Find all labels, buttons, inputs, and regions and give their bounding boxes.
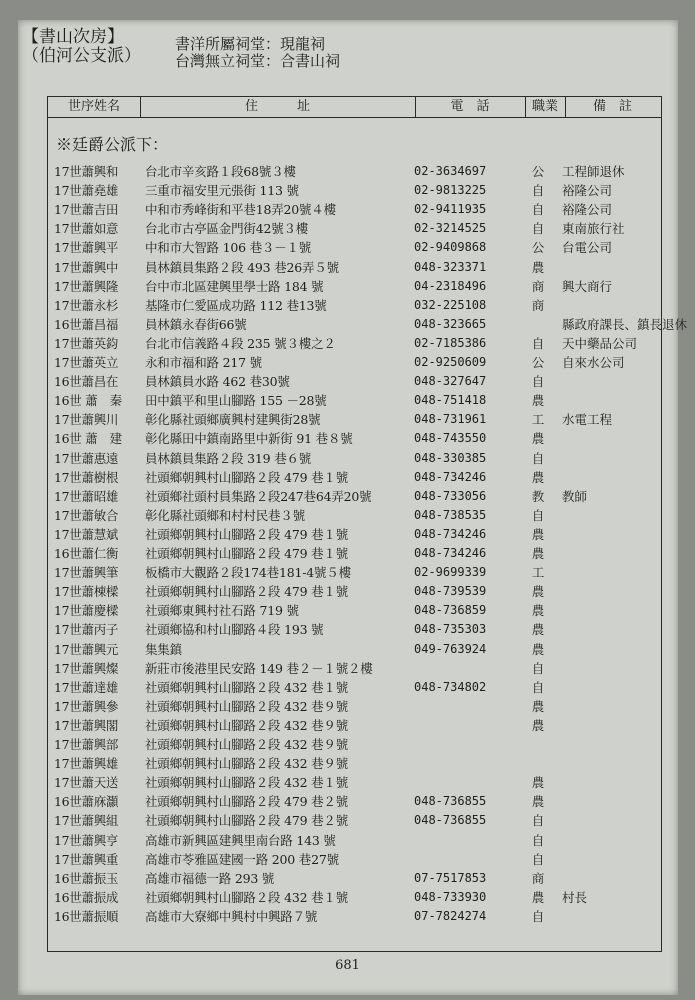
phone: 07-7517853 — [414, 870, 487, 885]
address: 社頭鄉朝興村山腳路２段 479 巷１號 — [145, 584, 349, 600]
table-row — [0, 334, 695, 353]
person-name: 17世蕭興雄 — [54, 756, 119, 772]
person-name: 16世蕭振成 — [54, 889, 119, 905]
remark: 村長 — [562, 889, 588, 905]
person-name: 17世蕭堯雄 — [54, 183, 119, 199]
person-name: 17世蕭丙子 — [54, 622, 119, 638]
table-row — [0, 391, 695, 410]
person-name: 17世蕭興部 — [54, 737, 119, 752]
address: 田中鎮平和里山腳路 155 －28號 — [145, 393, 327, 409]
address: 社頭鄉朝興村山腳路２段 432 巷１號 — [145, 889, 349, 905]
table-row — [0, 640, 695, 659]
person-name: 17世蕭昭雄 — [54, 488, 119, 504]
address: 台北市辛亥路１段68號３樓 — [145, 164, 296, 179]
phone: 048-323371 — [414, 259, 487, 274]
remark: 台電公司 — [562, 240, 613, 256]
remark: 工程師退休 — [562, 164, 625, 179]
table-row — [0, 429, 695, 448]
phone: 048-736855 — [414, 794, 487, 809]
occupation: 自 — [531, 660, 545, 676]
person-name: 17世蕭棟樑 — [54, 584, 119, 600]
table-row — [0, 372, 695, 391]
person-name: 16世 蕭 建 — [54, 431, 122, 447]
person-name: 17世蕭興川 — [54, 412, 119, 428]
address: 員林鎮員集路２段 319 巷６號 — [145, 450, 312, 466]
phone: 02-9409868 — [414, 240, 487, 255]
address: 高雄市新興區建興里南台路 143 號 — [145, 832, 336, 848]
address: 基隆市仁愛區成功路 112 巷13號 — [145, 297, 327, 313]
remark: 水電工程 — [562, 412, 613, 428]
address: 社頭鄉朝興村山腳路２段 432 巷９號 — [145, 698, 349, 714]
phone: 048-738535 — [414, 507, 487, 522]
occupation: 農 — [531, 622, 545, 638]
address: 員林鎮員水路 462 巷30號 — [145, 374, 290, 390]
occupation: 自 — [531, 507, 545, 523]
table-row — [0, 200, 695, 219]
person-name: 16世 蕭 秦 — [54, 393, 122, 409]
occupation: 自 — [531, 183, 545, 199]
table-row — [0, 620, 695, 639]
address: 三重市福安里元張街 113 號 — [145, 183, 299, 199]
address: 彰化縣社頭鄉和村村民巷３號 — [145, 507, 305, 523]
person-name: 17世蕭惠遠 — [54, 450, 119, 466]
occupation: 自 — [531, 832, 545, 848]
taiwan-hall: 台灣無立祠堂：合書山祠 — [175, 52, 341, 70]
occupation: 農 — [531, 717, 545, 733]
table-row — [0, 907, 695, 926]
occupation: 公 — [531, 164, 545, 179]
address: 中和市大智路 106 巷３－１號 — [145, 240, 312, 256]
occupation: 農 — [531, 431, 545, 447]
person-name: 16世蕭振順 — [54, 908, 119, 924]
phone: 048-734246 — [414, 469, 487, 484]
person-name: 17世蕭興平 — [54, 240, 119, 256]
occupation: 自 — [531, 335, 545, 351]
address: 彰化縣田中鎮南路里中新街 91 巷８號 — [145, 431, 353, 447]
table-row — [0, 869, 695, 888]
address: 台北市古亭區金門街42號３樓 — [145, 221, 309, 237]
address: 社頭鄉東興村社石路 719 號 — [145, 603, 299, 619]
person-name: 17世蕭興參 — [54, 698, 119, 714]
remark: 縣政府課長、鎮長退休 — [562, 316, 688, 332]
occupation: 農 — [531, 526, 545, 542]
address: 新莊市後港里民安路 149 巷２－１號２樓 — [145, 660, 373, 676]
table-row — [0, 219, 695, 238]
table-row — [0, 659, 695, 678]
occupation: 農 — [531, 641, 545, 657]
person-name: 16世蕭振玉 — [54, 870, 119, 886]
address: 社頭鄉朝興村山腳路２段 479 巷２號 — [145, 794, 349, 810]
table-row — [0, 678, 695, 697]
col-occupation: 職業 — [531, 99, 558, 114]
table-row — [0, 162, 695, 181]
person-name: 17世蕭興中 — [54, 259, 119, 275]
table-row — [0, 735, 695, 754]
remark: 裕隆公司 — [562, 202, 613, 218]
table-row — [0, 563, 695, 582]
occupation: 商 — [531, 297, 545, 313]
branch-heading — [22, 28, 141, 66]
table-row — [0, 353, 695, 372]
phone: 048-733056 — [414, 488, 487, 503]
occupation: 農 — [531, 698, 545, 714]
phone: 02-3214525 — [414, 221, 487, 236]
table-row — [0, 277, 695, 296]
person-name: 17世蕭興隆 — [54, 278, 119, 294]
table-row — [0, 468, 695, 487]
address: 社頭鄉朝興村山腳路２段 432 巷９號 — [145, 717, 349, 733]
person-name: 16世蕭庥灝 — [54, 794, 119, 810]
col-divider — [525, 97, 526, 117]
occupation: 自 — [531, 202, 545, 218]
occupation: 商 — [531, 278, 545, 294]
table-row — [0, 888, 695, 907]
occupation: 自 — [531, 221, 545, 237]
table-row — [0, 238, 695, 257]
person-name: 17世蕭興元 — [54, 641, 119, 657]
phone: 04-2318496 — [414, 278, 487, 293]
address: 社頭鄉朝興村山腳路２段 479 巷１號 — [145, 526, 349, 542]
col-divider — [415, 97, 416, 117]
phone: 048-327647 — [414, 374, 487, 389]
page-number: 681 — [335, 958, 360, 973]
phone: 048-734246 — [414, 526, 487, 541]
col-remarks: 備 註 — [592, 99, 632, 114]
table-row — [0, 792, 695, 811]
remark: 教師 — [562, 488, 588, 504]
person-name: 17世蕭慧斌 — [54, 526, 119, 542]
phone: 02-9699339 — [414, 565, 487, 580]
table-row — [0, 601, 695, 620]
occupation: 農 — [531, 469, 545, 485]
col-divider — [565, 97, 566, 117]
person-name: 17世蕭慶樑 — [54, 603, 119, 619]
occupation: 工 — [531, 565, 545, 581]
person-name: 16世蕭昌在 — [54, 374, 119, 390]
table-row — [0, 544, 695, 563]
person-name: 17世蕭永杉 — [54, 297, 119, 313]
occupation: 自 — [531, 374, 545, 390]
occupation: 教 — [531, 488, 545, 504]
person-name: 17世蕭興亨 — [54, 832, 119, 848]
table-row — [0, 850, 695, 869]
address: 社頭鄉協和村山腳路４段 193 號 — [145, 622, 324, 638]
address: 員林鎮永春街66號 — [145, 316, 247, 332]
ancestral-hall: 書洋所屬祠堂：現龍祠 — [175, 35, 326, 53]
col-address: 住 址 — [244, 99, 310, 114]
section-title: ※廷爵公派下： — [56, 135, 169, 154]
table-row — [0, 181, 695, 200]
phone: 048-743550 — [414, 431, 487, 446]
occupation: 農 — [531, 603, 545, 619]
table-row — [0, 258, 695, 277]
phone: 048-736859 — [414, 603, 487, 618]
address: 社頭鄉朝興村山腳路２段 432 巷９號 — [145, 756, 349, 772]
person-name: 17世蕭樹根 — [54, 469, 119, 485]
occupation: 農 — [531, 259, 545, 275]
col-divider — [140, 97, 141, 117]
address: 台中市北區建興里學士路 184 號 — [145, 278, 324, 294]
address: 員林鎮員集路２段 493 巷26弄５號 — [145, 259, 339, 275]
person-name: 17世蕭興組 — [54, 813, 119, 829]
occupation: 農 — [531, 775, 545, 791]
table-row — [0, 582, 695, 601]
phone: 048-751418 — [414, 393, 487, 408]
remark: 興大商行 — [562, 278, 613, 294]
address: 永和市福和路 217 號 — [145, 355, 262, 370]
occupation: 公 — [531, 355, 545, 370]
phone: 048-734802 — [414, 679, 487, 694]
phone: 048-736855 — [414, 813, 487, 828]
occupation: 自 — [531, 813, 545, 829]
person-name: 17世蕭如意 — [54, 221, 119, 237]
phone: 048-734246 — [414, 546, 487, 560]
remark: 天中藥品公司 — [562, 335, 638, 351]
occupation: 農 — [531, 794, 545, 810]
table-row — [0, 410, 695, 429]
address: 社頭鄉朝興村山腳路２段 479 巷２號 — [145, 813, 349, 829]
person-name: 17世蕭英立 — [54, 355, 119, 370]
person-name: 17世蕭英鈞 — [54, 335, 119, 351]
table-row — [0, 315, 695, 334]
occupation: 農 — [531, 546, 545, 561]
table-row — [0, 754, 695, 773]
address: 社頭鄉朝興村山腳路２段 432 巷９號 — [145, 737, 349, 752]
address: 彰化縣社頭鄉廣興村建興街28號 — [145, 412, 321, 428]
phone: 048-323665 — [414, 316, 487, 331]
table-row — [0, 525, 695, 544]
table-row — [0, 697, 695, 716]
phone: 02-7185386 — [414, 335, 487, 350]
occupation: 自 — [531, 851, 545, 867]
phone: 048-731961 — [414, 412, 487, 427]
phone: 048-735303 — [414, 622, 487, 637]
remark: 自來水公司 — [562, 355, 625, 370]
phone: 048-739539 — [414, 584, 487, 599]
person-name: 17世蕭興重 — [54, 851, 119, 867]
table-row — [0, 716, 695, 735]
occupation: 公 — [531, 240, 545, 256]
col-phone: 電 話 — [450, 99, 490, 114]
person-name: 17世蕭敏合 — [54, 507, 119, 523]
remark: 東南旅行社 — [562, 221, 625, 237]
occupation: 農 — [531, 584, 545, 600]
occupation: 自 — [531, 679, 545, 695]
phone: 07-7824274 — [414, 908, 487, 923]
phone: 032-225108 — [414, 297, 487, 312]
person-name: 17世蕭興筆 — [54, 565, 119, 581]
person-name: 17世蕭興燦 — [54, 660, 119, 676]
occupation: 自 — [531, 908, 545, 924]
address: 板橋市大觀路２段174巷181-4號５樓 — [145, 565, 351, 581]
sub-branch-name: （伯河公支派） — [22, 46, 141, 66]
address: 高雄市苓雅區建國一路 200 巷27號 — [145, 851, 339, 867]
address: 中和市秀峰街和平巷18弄20號４樓 — [145, 202, 336, 218]
phone: 02-9813225 — [414, 183, 487, 198]
phone: 02-9250609 — [414, 355, 487, 369]
person-name: 17世蕭興和 — [54, 164, 119, 179]
person-name: 17世蕭天送 — [54, 775, 119, 791]
address: 社頭鄉社頭村員集路２段247巷64弄20號 — [145, 488, 372, 504]
address: 社頭鄉朝興村山腳路２段 432 巷１號 — [145, 679, 349, 695]
phone: 049-763924 — [414, 641, 487, 656]
table-header — [48, 97, 661, 118]
phone: 02-9411935 — [414, 202, 487, 217]
address: 高雄市福德一路 293 號 — [145, 870, 275, 886]
occupation: 商 — [531, 870, 545, 886]
remark: 裕隆公司 — [562, 183, 613, 199]
col-name: 世序姓名 — [67, 99, 120, 114]
table-row — [0, 487, 695, 506]
occupation: 自 — [531, 450, 545, 466]
address: 社頭鄉朝興村山腳路２段 479 巷１號 — [145, 469, 349, 485]
address: 高雄市大寮鄉中興村中興路７號 — [145, 908, 318, 924]
table-row — [0, 773, 695, 792]
address: 社頭鄉朝興村山腳路２段 479 巷１號 — [145, 546, 349, 561]
person-name: 17世蕭達雄 — [54, 679, 119, 695]
table-row — [0, 449, 695, 468]
person-name: 16世蕭仁衡 — [54, 546, 119, 561]
address: 集集鎮 — [145, 641, 182, 657]
phone: 02-3634697 — [414, 164, 487, 178]
table-row — [0, 296, 695, 315]
address: 社頭鄉朝興村山腳路２段 432 巷１號 — [145, 775, 349, 791]
branch-name: 【書山次房】 — [22, 27, 124, 47]
table-row — [0, 831, 695, 850]
occupation: 農 — [531, 889, 545, 905]
person-name: 16世蕭昌福 — [54, 316, 119, 332]
table-row — [0, 506, 695, 525]
occupation: 工 — [531, 412, 545, 428]
person-name: 17世蕭興閣 — [54, 717, 119, 733]
address: 台北市信義路４段 235 號３樓之２ — [145, 335, 336, 351]
person-name: 17世蕭吉田 — [54, 202, 119, 218]
phone: 048-330385 — [414, 450, 487, 465]
hall-info — [175, 36, 340, 70]
occupation: 農 — [531, 393, 545, 409]
phone: 048-733930 — [414, 889, 487, 904]
table-row — [0, 811, 695, 830]
